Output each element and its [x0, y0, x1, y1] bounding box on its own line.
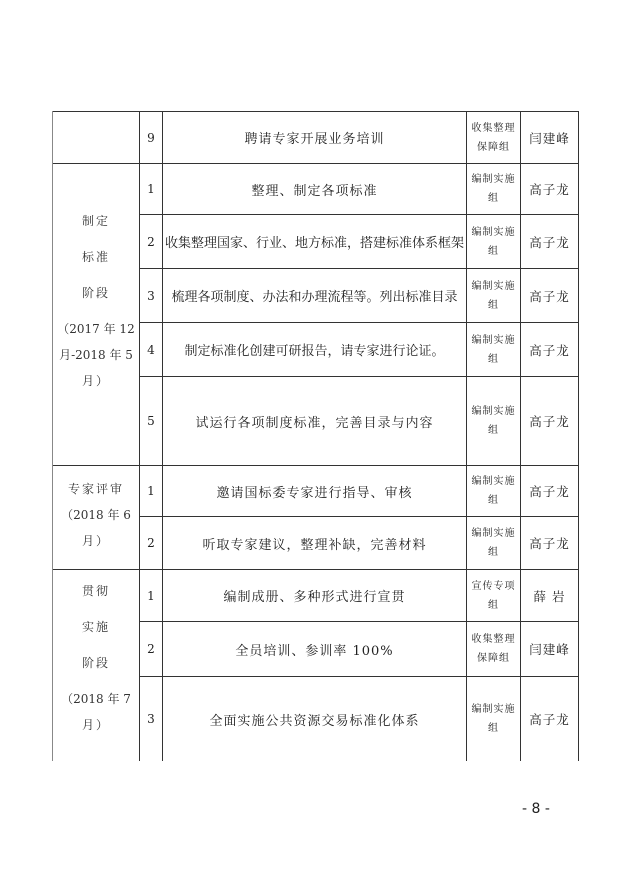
- row-number: 9: [147, 130, 155, 145]
- responsible-person: 闫建峰: [529, 130, 570, 146]
- group-line: 组: [488, 495, 499, 506]
- stage-line: 月-2018 年 5: [59, 348, 133, 362]
- responsible-group: [467, 112, 520, 163]
- group-line: 编制实施: [471, 334, 516, 346]
- group-line: 编制实施: [471, 174, 516, 185]
- group-line: 编制实施: [471, 406, 516, 417]
- stage-line: 月）: [81, 374, 110, 388]
- group-line: 组: [488, 299, 499, 311]
- group-line: 宣传专项: [471, 580, 516, 592]
- task-description: 编制成册、多种形式进行宣贯: [223, 590, 406, 605]
- group-line: 保障组: [477, 653, 510, 664]
- responsible-person: 高子龙: [529, 712, 570, 727]
- row-number: 1: [147, 182, 155, 196]
- group-line: 组: [488, 425, 499, 436]
- task-description: 制定标准化创建可研报告，请专家进行论证。: [184, 344, 445, 359]
- row-number: 1: [147, 484, 155, 498]
- row-number: 4: [147, 342, 155, 357]
- stage-label-drafting: [52, 210, 140, 392]
- stage-line: 专家评审: [67, 482, 124, 496]
- responsible-group: [467, 622, 520, 676]
- responsible-group: [467, 570, 520, 621]
- task-description: 全员培训、参训率 100%: [235, 643, 394, 659]
- stage-line: （2018 年 7: [61, 692, 131, 706]
- group-line: 组: [488, 723, 499, 734]
- stage-label-review: [52, 478, 140, 552]
- responsible-group: [467, 377, 520, 465]
- group-line: 收集整理: [471, 122, 516, 134]
- group-line: 组: [488, 599, 499, 611]
- responsible-person: 薛 岩: [533, 588, 566, 604]
- stage-line: 阶段: [81, 656, 110, 670]
- row-number: 5: [147, 414, 155, 428]
- row-number: 2: [147, 234, 155, 249]
- table-right-border: [578, 111, 579, 761]
- stage-line: 月）: [81, 534, 110, 548]
- row-number: 3: [147, 712, 155, 726]
- responsible-person: 高子龙: [529, 288, 570, 304]
- stage-line: 月）: [81, 718, 110, 732]
- task-description: 收集整理国家、行业、地方标准，搭建标准体系框架: [164, 236, 464, 251]
- stage-line: 标准: [81, 250, 110, 264]
- stage-line: 制定: [81, 214, 110, 228]
- stage-line: （2017 年 12: [57, 322, 135, 336]
- responsible-group: [467, 517, 520, 569]
- page-number: - 8 -: [522, 801, 550, 817]
- responsible-group: [467, 677, 520, 761]
- row-number: 3: [147, 288, 155, 303]
- responsible-person: 高子龙: [529, 414, 570, 429]
- responsible-person: 高子龙: [529, 484, 570, 499]
- row-number: 2: [147, 536, 155, 550]
- row-number: 2: [147, 642, 155, 656]
- responsible-person: 闫建峰: [529, 642, 570, 657]
- group-line: 编制实施: [471, 280, 516, 292]
- responsible-group: [467, 466, 520, 516]
- task-description: 听取专家建议，整理补缺，完善材料: [202, 537, 427, 553]
- stage-line: （2018 年 6: [61, 508, 131, 522]
- task-description: 聘请专家开展业务培训: [244, 132, 385, 147]
- row-number: 1: [147, 588, 155, 603]
- stage-line: 实施: [81, 620, 110, 634]
- responsible-person: 高子龙: [529, 536, 570, 551]
- stage-line: 阶段: [81, 286, 110, 300]
- task-description: 试运行各项制度标准，完善目录与内容: [195, 415, 434, 431]
- task-description: 邀请国标委专家进行指导、审核: [216, 485, 413, 501]
- task-description: 全面实施公共资源交易标准化体系: [209, 713, 420, 729]
- group-line: 编制实施: [471, 476, 516, 487]
- task-description: 梳理各项制度、办法和办理流程等。列出标准目录: [171, 290, 458, 305]
- group-line: 编制实施: [471, 704, 516, 715]
- group-line: 组: [488, 193, 499, 204]
- stage-line: 贯彻: [81, 584, 110, 598]
- group-line: 组: [488, 547, 499, 558]
- group-line: 保障组: [477, 141, 510, 153]
- responsible-person: 高子龙: [529, 234, 570, 250]
- group-line: 组: [488, 245, 499, 257]
- group-line: 组: [488, 353, 499, 365]
- task-description: 整理、制定各项标准: [251, 183, 378, 199]
- group-line: 收集整理: [471, 634, 516, 645]
- responsible-group: [467, 269, 520, 322]
- group-line: 编制实施: [471, 226, 516, 238]
- responsible-group: [467, 164, 520, 214]
- stage-label-implementation: [52, 580, 140, 736]
- responsible-person: 高子龙: [529, 182, 570, 197]
- group-line: 编制实施: [471, 528, 516, 539]
- responsible-group: [467, 323, 520, 376]
- responsible-person: 高子龙: [529, 342, 570, 358]
- responsible-group: [467, 215, 520, 268]
